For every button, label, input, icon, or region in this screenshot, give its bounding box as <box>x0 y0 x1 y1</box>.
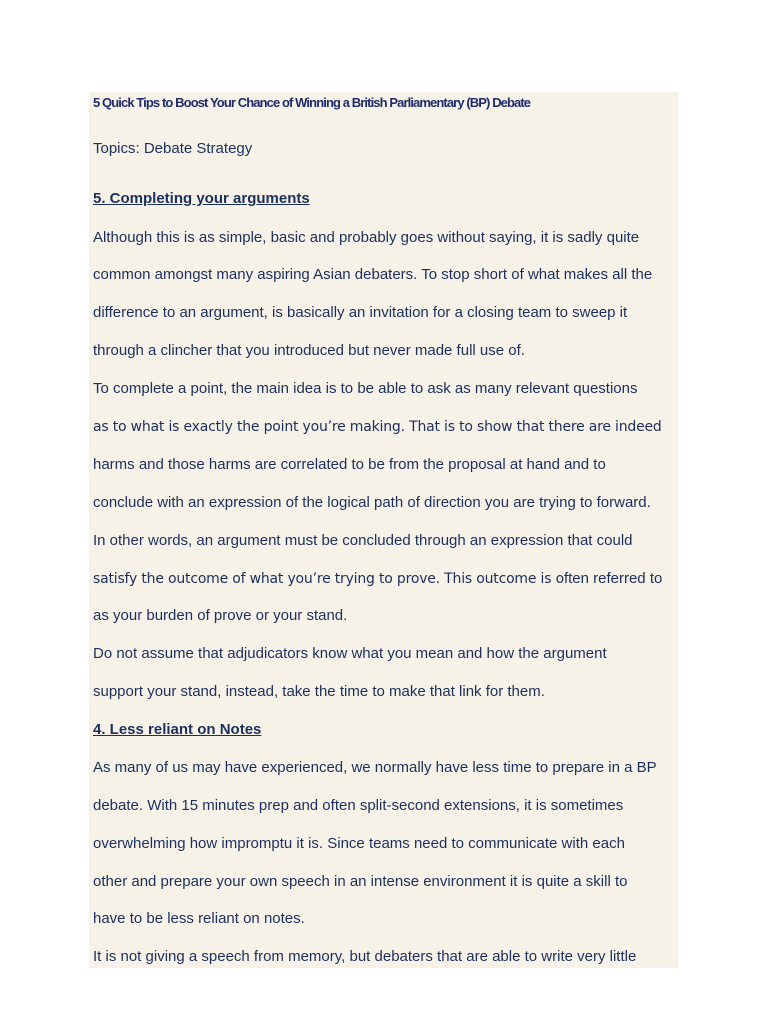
paragraph-line: overwhelming how impromptu it is. Since teams need to communicate with each <box>93 835 625 852</box>
paragraph-line: debate. With 15 minutes prep and often split-second extensions, it is sometimes <box>93 797 624 814</box>
paragraph-line: To complete a point, the main idea is to be able to ask as many relevant questions <box>93 380 638 397</box>
paragraph-line: harms and those harms are correlated to be from the proposal at hand and to <box>93 456 606 473</box>
section-4-heading: 4. Less reliant on Notes <box>93 721 262 738</box>
paragraph-line: As many of us may have experienced, we normally have less time to prepare in a BP <box>93 759 657 776</box>
paragraph-line: It is not giving a speech from memory, but debaters that are able to write very little <box>93 948 637 965</box>
document-title: 5 Quick Tips to Boost Your Chance of Winning a British Parliamentary (BP) Debate <box>93 95 531 110</box>
section-5-heading: 5. Completing your arguments <box>93 190 310 207</box>
paragraph-fragment: satisfy the outcome of what you’re trying to prove. This outcome is o <box>93 571 564 587</box>
paragraph-line <box>93 570 662 588</box>
paragraph-line: common amongst many aspiring Asian debaters. To stop short of what makes all the <box>93 266 653 283</box>
paragraph-line: support your stand, instead, take the time to make that link for them. <box>93 683 545 700</box>
paragraph-line: In other words, an argument must be concluded through an expression that could <box>93 532 633 549</box>
paragraph-fragment: ften referred to <box>563 570 663 587</box>
paragraph-line: difference to an argument, is basically an invitation for a closing team to sweep it <box>93 304 628 321</box>
paragraph-line: as to what is exactly the point you’re making. That is to show that there are indeed <box>93 419 662 435</box>
paragraph-line: through a clincher that you introduced but never made full use of. <box>93 342 525 359</box>
paragraph-line: as your burden of prove or your stand. <box>93 607 348 624</box>
paragraph-line: have to be less reliant on notes. <box>93 910 305 927</box>
paragraph-line: Although this is as simple, basic and probably goes without saying, it is sadly quite <box>93 229 640 246</box>
paragraph-line: conclude with an expression of the logical path of direction you are trying to forward. <box>93 494 651 511</box>
paragraph-line: other and prepare your own speech in an intense environment it is quite a skill to <box>93 873 628 890</box>
topics-line: Topics: Debate Strategy <box>93 140 253 157</box>
paragraph-line: Do not assume that adjudicators know what you mean and how the argument <box>93 645 607 662</box>
